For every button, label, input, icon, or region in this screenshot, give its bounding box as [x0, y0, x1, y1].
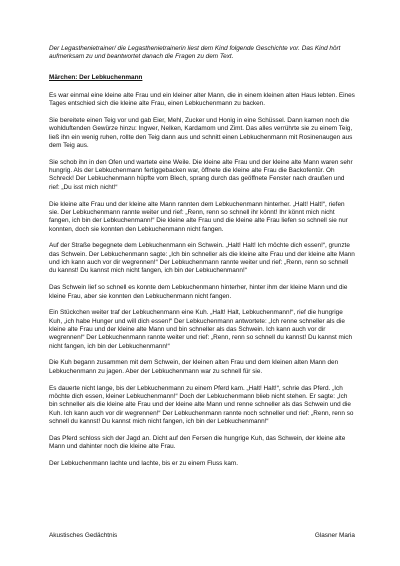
story-paragraph-5: Auf der Straße begegnete dem Lebkuchenmann ein Schwein. „Halt! Halt! Ich möchte dich essen!“, grunzte das Schwein. Der Lebkuchenmann sagte: „Ich bin schneller als die kleine alte Frau und der kleine alte Mann und ich kann auch vor dir wegrennen!“ Der Lebkuchenmann rannte weiter und rief: „Renn, renn so schnell du kannst! Du kannst mich nicht fangen, ich bin der Lebkuchenmann!“	[49, 242, 355, 275]
story-paragraph-7: Ein Stückchen weiter traf der Lebkuchenmann eine Kuh. „Halt! Halt, Lebkuchenmann!“, rief die hungrige Kuh, „ich habe Hunger und will dich essen!“ Der Lebkuchenmann antwortete: „Ich renne schneller als die kleine alte Frau und der kleine alte Mann und bin schneller als das Schwein. Ich kann auch vor dir wegrennen!“ Der Lebkuchenmann rannte weiter und rief: „Renn, renn so schnell du kannst! Du kannst mich nicht fangen, ich bin der Lebkuchenmann!“	[49, 309, 353, 350]
story-paragraph-10: Das Pferd schloss sich der Jagd an. Dicht auf den Fersen die hungrige Kuh, das Schwein, der kleine alte Mann und dahinter noch die kleine alte Frau.	[49, 434, 346, 451]
story-paragraph-1: Es war einmal eine kleine alte Frau und ein kleiner alter Mann, die in einem kleinen alten Haus lebten. Eines Tages entschied sich die kleine alte Frau, einen Lebkuchenmann zu backen.	[49, 91, 355, 108]
document-page	[49, 45, 355, 477]
story-title: Märchen: Der Lebkuchenmann	[49, 73, 143, 81]
story-paragraph-3: Sie schob ihn in den Ofen und wartete eine Weile. Die kleine alte Frau und der kleine alte Mann waren sehr hungrig. Als der Lebkuchenmann fertiggebacken war, öffnete die kleine alte Frau die Backofentür. Oh Schreck! Der Lebkuchenmann hüpfte vom Blech, sprang durch das geöffnete Fenster nach draußen und rief: „Du isst mich nicht!“	[49, 158, 353, 191]
story-paragraph-9: Es dauerte nicht lange, bis der Lebkuchenmann zu einem Pferd kam. „Halt! Halt!“, schrie das Pferd. „Ich möchte dich essen, kleiner Lebkuchenmann!“ Doch der Lebkuchenmann blieb nicht stehen. Er sagte: „Ich bin schneller als die kleine alte Frau und der kleine alte Mann und renne schneller als das Schwein und die Kuh. Ich kann auch vor dir wegrennen!“ Der Lebkuchenmann rannte noch schneller und rief: „Renn, renn so schnell du kannst! Du kannst mich nicht fangen, ich bin der Lebkuchenmann!“	[49, 384, 354, 425]
footer-left-text: Akustisches Gedächtnis	[49, 532, 118, 539]
story-paragraph-6: Das Schwein lief so schnell es konnte dem Lebkuchenmann hinterher, hinter ihm der kleine Mann und die kleine Frau, aber sie konnten den Lebkuchenmann nicht fangen.	[49, 284, 348, 300]
story-paragraph-8: Die Kuh begann zusammen mit dem Schwein, der kleinen alten Frau und dem kleinen alten Mann den Lebkuchenmann zu jagen. Aber der Lebkuchenmann war zu schnell für sie.	[49, 359, 339, 375]
story-paragraph-2: Sie bereitete einen Teig vor und gab Eier, Mehl, Zucker und Honig in eine Schüssel. Dann kamen noch die wohlduftenden Gewürze hinzu: Ingwer, Nelken, Kardamom und Zimt. Das alles verrührte sie zu einem Teig, ließ ihn ein wenig ruhen, rollte den Teig dann aus und schnitt einen Lebkuchenmann mit Rosinenaugen aus dem Teig aus.	[49, 117, 353, 149]
footer-right-text: Glasner Maria	[314, 532, 355, 539]
story-paragraph-11: Der Lebkuchenmann lachte und lachte, bis er zu einem Fluss kam.	[49, 459, 238, 467]
intro-text: Der Legasthenietrainer/ die Legasthenietrainerin liest dem Kind folgende Geschichte vor. Das Kind hört aufmerksam zu und beantwortet danach die Fragen zu dem Text.	[49, 45, 341, 61]
story-paragraph-4: Die kleine alte Frau und der kleine alte Mann rannten dem Lebkuchenmann hinterher. „Halt! Halt!“, riefen sie. Der Lebkuchenmann rannte weiter und rief: „Renn, renn so schnell ihr könnt! Ihr könnt mich nicht fangen, ich bin der Lebkuchenmann!“ Die kleine alte Frau und die kleine alte Frau liefen so schnell sie nur konnten, doch sie konnten den Lebkuchenmann nicht fangen.	[49, 200, 348, 233]
page-footer	[49, 532, 355, 539]
